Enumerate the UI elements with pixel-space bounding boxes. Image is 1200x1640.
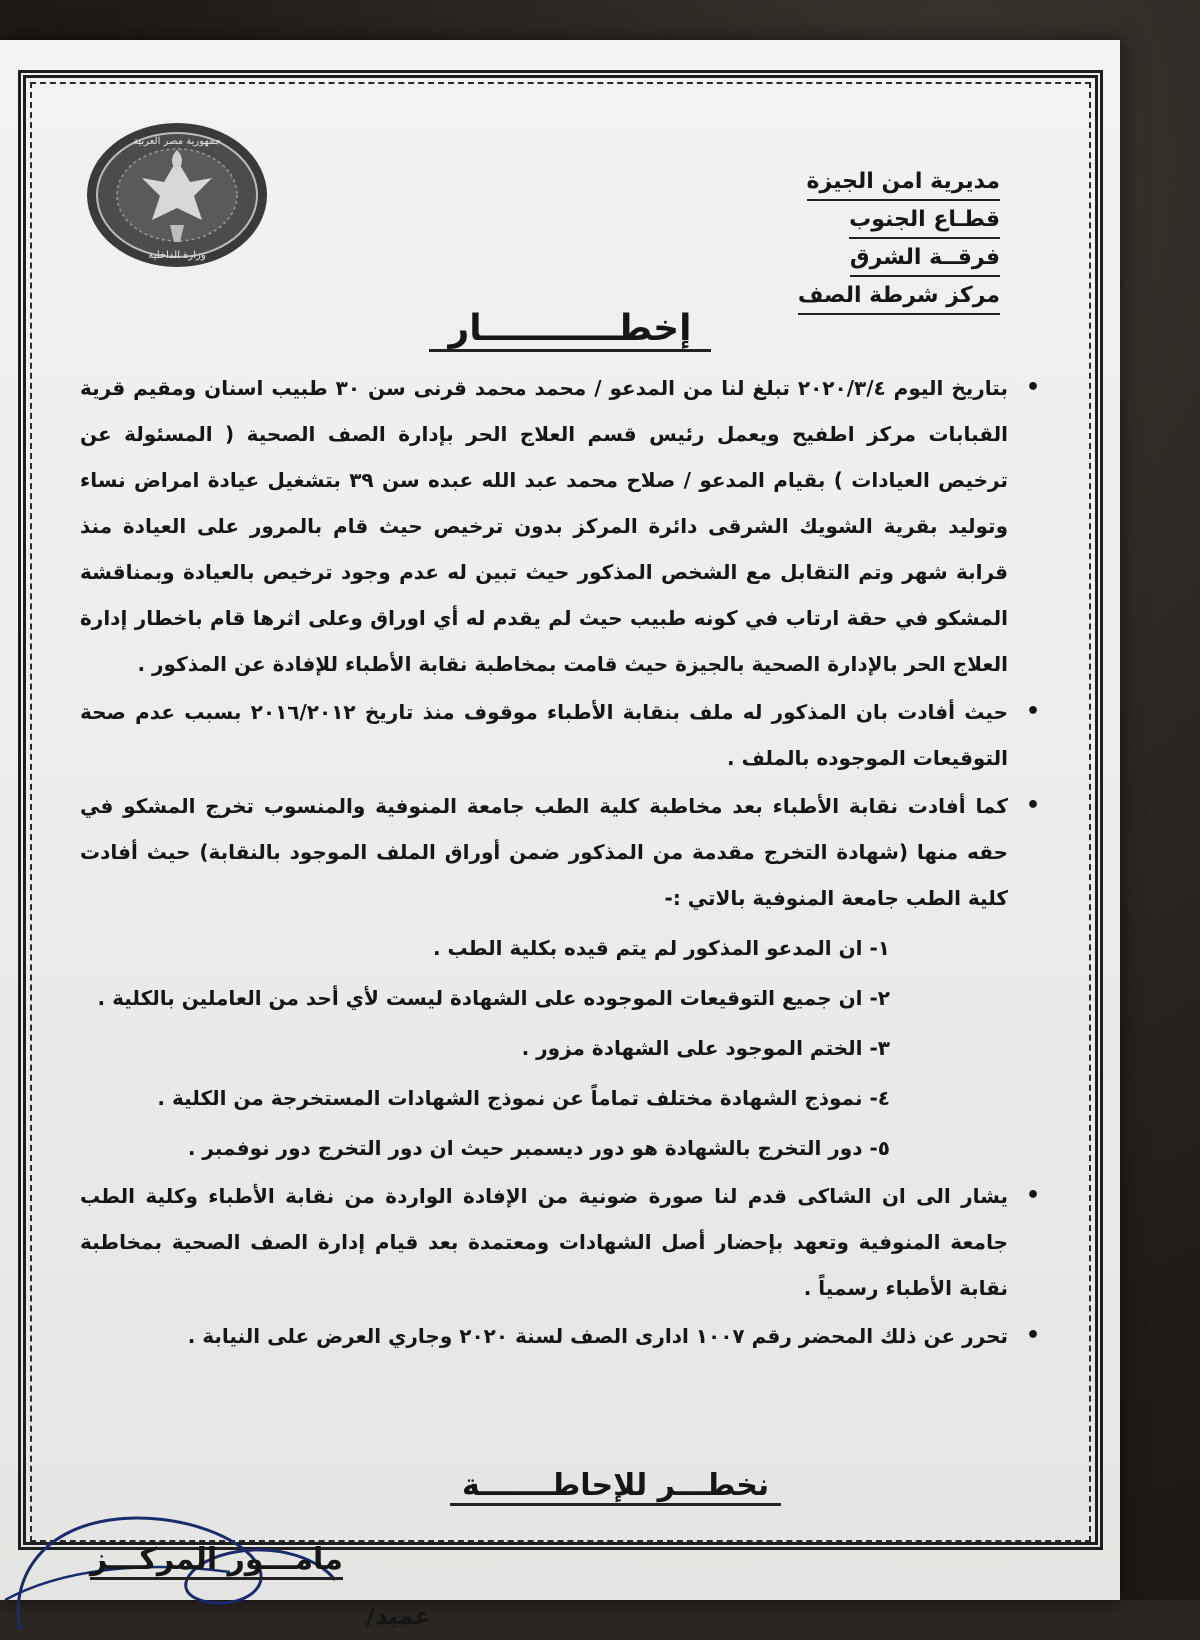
emblem-bottom-text: وزارة الداخلية — [148, 250, 206, 261]
document-sheet — [0, 40, 1120, 1630]
header-police-station: مركز شرطة الصف — [798, 279, 1000, 315]
bullet-icon: • — [1025, 793, 1040, 818]
findings-list — [80, 923, 1040, 1173]
document-content — [0, 40, 1120, 1630]
paragraph-text: تحرر عن ذلك المحضر رقم ١٠٠٧ ادارى الصف لسنة ٢٠٢٠ وجاري العرض على النيابة . — [187, 1324, 1008, 1348]
paragraph-text: حيث أفادت بان المذكور له ملف بنقابة الأطباء موقوف منذ تاريخ ٢٠١٦/٢٠١٢ بسبب عدم صحة التوقيعات الموجوده بالملف . — [80, 700, 1008, 770]
bullet-icon: • — [1025, 699, 1040, 724]
list-item: ٤- نموذج الشهادة مختلف تماماً عن نموذج الشهادات المستخرجة من الكلية . — [157, 1086, 890, 1110]
bullet-icon: • — [1025, 1323, 1040, 1348]
paragraph-text: كما أفادت نقابة الأطباء بعد مخاطبة كلية الطب جامعة المنوفية والمنسوب تخرج المشكو في حقه منها (شهادة التخرج مقدمة من المذكور ضمن أوراق الملف الموجود بالنقابة) حيث أفادت كلية الطب جامعة المنوفية بالاتي :- — [80, 794, 1008, 910]
list-item: ١- ان المدعو المذكور لم يتم قيده بكلية الطب . — [432, 936, 890, 960]
paragraph-text: بتاريخ اليوم ٢٠٢٠/٣/٤ تبلغ لنا من المدعو / محمد محمد قرنى سن ٣٠ طبيب اسنان ومقيم قرية القبابات مركز اطفيح ويعمل رئيس قسم العلاج الحر بإدارة الصف الصحية ( المسئولة عن ترخيص العيادات ) بقيام المدعو / صلاح محمد عبد الله عبده سن ٣٩ بتشغيل عيادة امراض نساء وتوليد بقرية الشويك الشرقى دائرة المركز بدون ترخيص حيث قام بالمرور على العيادة منذ قرابة شهر وتم التقابل مع الشخص المذكور حيث تبين له عدم وجود ترخيص بالعيادة وبمناقشة المشكو في حقة ارتاب في كونه طبيب حيث لم يقدم له أي اوراق وعلى اثرها قام باخطار إدارة العلاج الحر بالإدارة الصحية بالجيزة حيث قامت بمخاطبة نقابة الأطباء للإفادة عن المذكور . — [80, 376, 1008, 676]
paragraph-complainant — [80, 1173, 1040, 1311]
list-item: ٢- ان جميع التوقيعات الموجوده على الشهادة ليست لأي أحد من العاملين بالكلية . — [97, 986, 890, 1010]
bullet-icon: • — [1025, 375, 1040, 400]
paragraph-report — [80, 365, 1040, 687]
list-item: ٣- الختم الموجود على الشهادة مزور . — [521, 1036, 890, 1060]
document-title — [420, 308, 720, 349]
officer-title-text: مامـــور المركـــز — [90, 1542, 343, 1580]
header-division: فرقــة الشرق — [850, 241, 1000, 277]
officer-rank: عميد/ — [366, 1602, 431, 1630]
bullet-icon: • — [1025, 1183, 1040, 1208]
paragraph-text: يشار الى ان الشاكى قدم لنا صورة ضونية من الإفادة الواردة من نقابة الأطباء وكلية الطب جامعة المنوفية وتعهد بإحضار أصل الشهادات ومعتمدة بعد قيام إدارة الصف الصحية بمخاطبة نقابة الأطباء رسمياً . — [80, 1184, 1008, 1300]
paragraph-record — [80, 1313, 1040, 1359]
notification-line — [450, 1468, 781, 1503]
list-item: ٥- دور التخرج بالشهادة هو دور ديسمبر حيث ان دور التخرج دور نوفمبر . — [187, 1136, 890, 1160]
officer-title — [90, 1542, 343, 1577]
header-directorate: مديرية امن الجيزة — [807, 165, 1000, 201]
police-emblem-icon — [82, 120, 272, 270]
paragraph-faculty-reply — [80, 783, 1040, 921]
header-block — [780, 165, 1000, 317]
header-sector: قطـاع الجنوب — [849, 203, 1000, 239]
emblem-top-text: جمهورية مصر العربية — [133, 136, 221, 147]
document-title-text: إخطـــــــــــار — [429, 308, 712, 352]
paragraph-syndicate-file — [80, 689, 1040, 781]
document-body — [80, 365, 1040, 1361]
notification-text: نخطـــر للإحاطـــــــة — [450, 1468, 781, 1506]
